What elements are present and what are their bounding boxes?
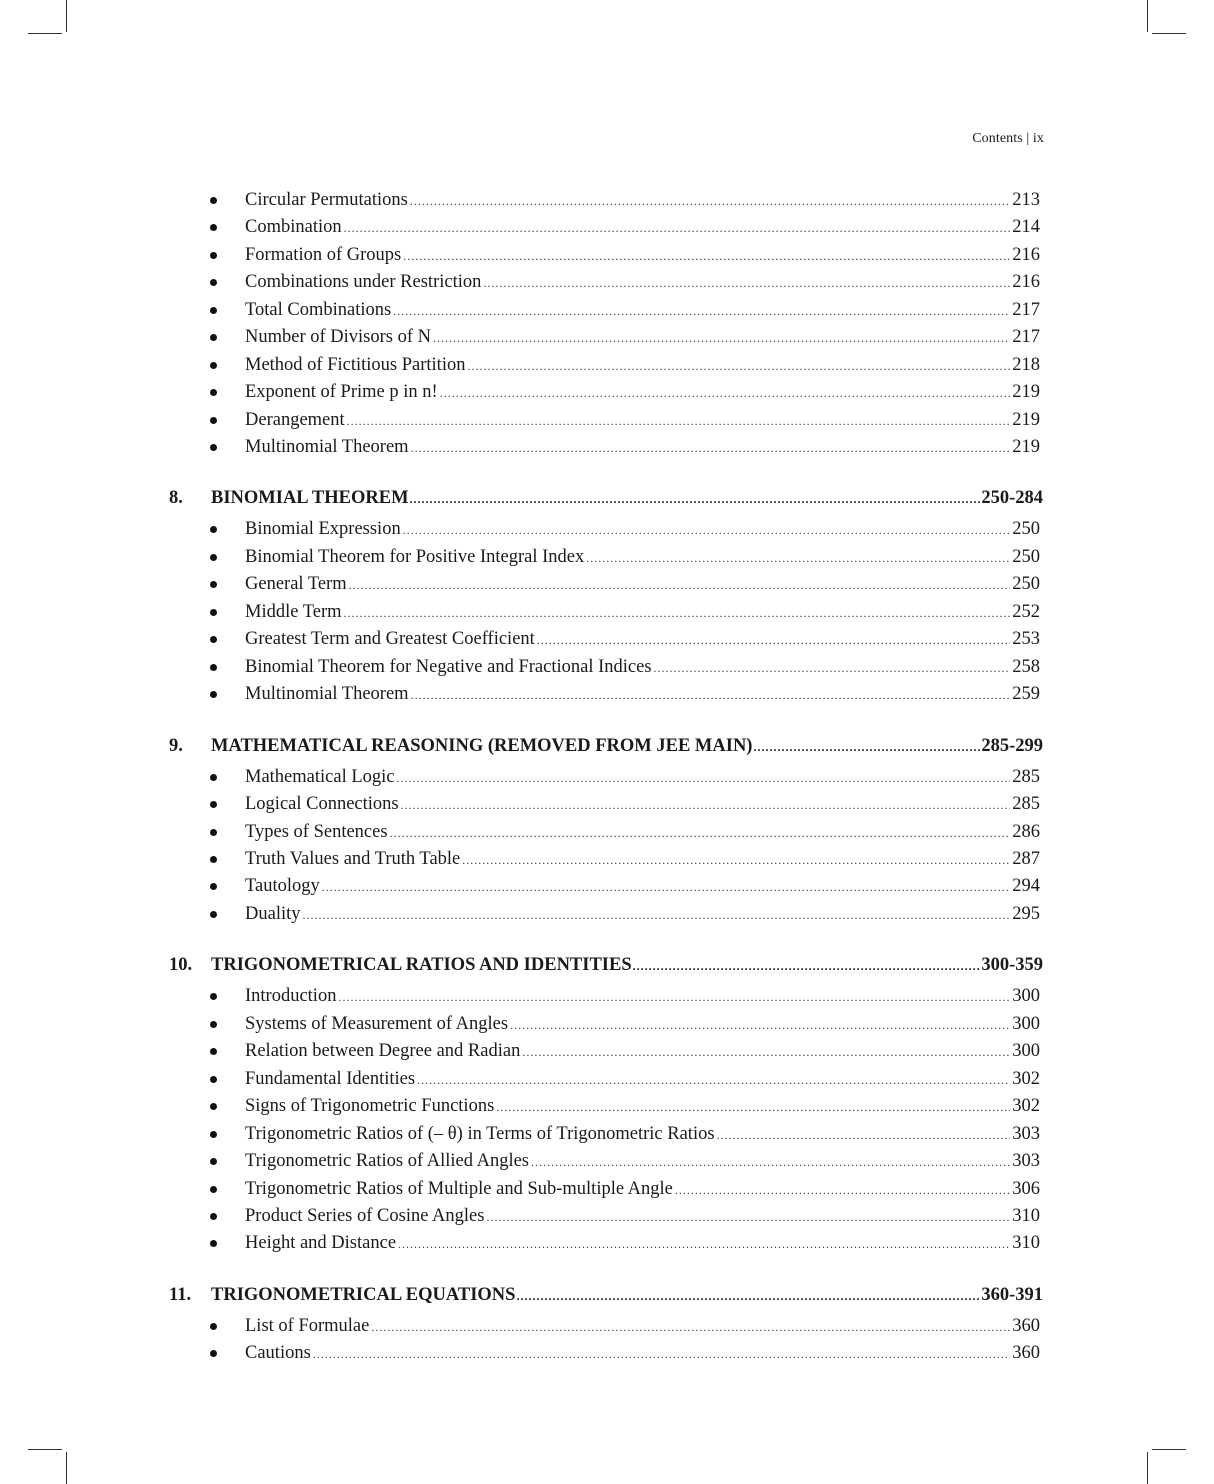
toc-item-title: List of Formulae [245,1316,370,1336]
dot-leader [586,545,1010,571]
dot-leader [510,1012,1010,1038]
toc-item[interactable] [210,214,1040,240]
dot-leader [403,517,1011,543]
toc-item-page: 259 [1012,684,1040,704]
dot-leader [516,1283,980,1309]
bullet-icon [210,1103,217,1110]
dot-leader [522,1039,1010,1065]
toc-item-title: Formation of Groups [245,245,402,265]
toc-item-title: Types of Sentences [245,822,388,842]
toc-item-title: Method of Fictitious Partition [245,355,466,375]
dot-leader [440,380,1011,406]
dot-leader [322,874,1011,900]
toc-item-page: 219 [1012,410,1040,430]
bullet-icon [210,1240,217,1247]
chapter-page-range: 250-284 [981,488,1043,508]
bullet-icon [210,609,217,616]
bullet-icon [210,1158,217,1165]
toc-item-page: 310 [1012,1233,1040,1253]
toc-item-page: 302 [1012,1096,1040,1116]
dot-leader [393,298,1010,324]
bullet-icon [210,389,217,396]
toc-item[interactable] [210,819,1040,845]
bullet-icon [210,526,217,533]
toc-item[interactable] [210,1148,1040,1174]
dot-leader [462,847,1010,873]
toc-item[interactable] [210,873,1040,899]
toc-item-title: Middle Term [245,602,342,622]
toc-item-title: Binomial Expression [245,519,401,539]
toc-item-page: 216 [1012,272,1040,292]
dot-leader [496,1094,1010,1120]
chapter-number: 10. [169,955,193,975]
toc-item[interactable] [210,242,1040,268]
bullet-icon [210,691,217,698]
bullet-icon [210,1076,217,1083]
toc-item[interactable] [210,983,1040,1009]
toc-item-title: Trigonometric Ratios of (– θ) in Terms of Trigonometric Ratios [245,1124,715,1144]
dot-leader [401,792,1011,818]
toc-item[interactable] [210,599,1040,625]
toc-item[interactable] [210,297,1040,323]
running-header: Contents | ix [972,131,1044,146]
toc-item[interactable] [210,571,1040,597]
chapter-number: 11. [169,1285,192,1305]
chapter-title: TRIGONOMETRICAL RATIOS AND IDENTITIES [211,955,632,975]
dot-leader [349,572,1011,598]
chapter-number: 9. [169,736,183,756]
toc-item-title: Tautology [245,876,320,896]
bullet-icon [210,883,217,890]
bullet-icon [210,307,217,314]
dot-leader [417,1067,1010,1093]
bullet-icon [210,1213,217,1220]
toc-item-title: Trigonometric Ratios of Multiple and Sub-multiple Angle [245,1179,673,1199]
toc-item-title: Mathematical Logic [245,767,395,787]
bullet-icon [210,801,217,808]
dot-leader [537,627,1010,653]
toc-item[interactable] [210,1038,1040,1064]
toc-item-page: 300 [1012,1014,1040,1034]
toc-item-page: 258 [1012,657,1040,677]
toc-item[interactable] [210,1121,1040,1147]
toc-item-title: Number of Divisors of N [245,327,432,347]
toc-item-page: 302 [1012,1069,1040,1089]
toc-item-page: 310 [1012,1206,1040,1226]
toc-item-page: 217 [1012,327,1040,347]
toc-item[interactable] [210,654,1040,680]
toc-item-page: 306 [1012,1179,1040,1199]
dot-leader [411,435,1011,461]
toc-item-title: Exponent of Prime p in n! [245,382,438,402]
toc-item[interactable] [210,187,1040,213]
bullet-icon [210,1021,217,1028]
bullet-icon [210,856,217,863]
bullet-icon [210,664,217,671]
dot-leader [303,902,1011,928]
toc-item-page: 218 [1012,355,1040,375]
chapter-entry[interactable] [169,485,1043,511]
dot-leader [411,682,1011,708]
chapter-number: 8. [169,488,183,508]
chapter-page-range: 360-391 [981,1285,1043,1305]
toc-item-page: 250 [1012,574,1040,594]
dot-leader [347,408,1011,434]
chapter-title: TRIGONOMETRICAL EQUATIONS [211,1285,516,1305]
toc-item-title: Introduction [245,986,337,1006]
toc-item-page: 252 [1012,602,1040,622]
bullet-icon [210,224,217,231]
toc-item-page: 285 [1012,767,1040,787]
toc-item-title: Total Combinations [245,300,392,320]
toc-item-title: Relation between Degree and Radian [245,1041,521,1061]
dot-leader [486,1204,1010,1230]
dot-leader [753,734,980,760]
toc-item-title: Signs of Trigonometric Functions [245,1096,495,1116]
toc-item-page: 214 [1012,217,1040,237]
toc-item-page: 219 [1012,382,1040,402]
toc-item-title: Multinomial Theorem [245,684,409,704]
bullet-icon [210,362,217,369]
toc-item-page: 300 [1012,1041,1040,1061]
toc-item-page: 360 [1012,1316,1040,1336]
chapter-page-range: 300-359 [981,955,1043,975]
toc-item-page: 253 [1012,629,1040,649]
bullet-icon [210,554,217,561]
toc-item[interactable] [210,434,1040,460]
toc-item-page: 216 [1012,245,1040,265]
toc-item-title: Truth Values and Truth Table [245,849,461,869]
toc-item[interactable] [210,626,1040,652]
bullet-icon [210,252,217,259]
toc-item[interactable] [210,407,1040,433]
dot-leader [654,655,1011,681]
bullet-icon [210,911,217,918]
bullet-icon [210,1131,217,1138]
toc-item[interactable] [210,1230,1040,1256]
toc-item-title: Circular Permutations [245,190,408,210]
toc-item-title: Multinomial Theorem [245,437,409,457]
dot-leader [313,1341,1010,1367]
toc-item[interactable] [210,1176,1040,1202]
bullet-icon [210,334,217,341]
toc-item[interactable] [210,764,1040,790]
toc-item-page: 285 [1012,794,1040,814]
chapter-page-range: 285-299 [981,736,1043,756]
dot-leader [390,820,1011,846]
toc-item-page: 303 [1012,1124,1040,1144]
toc-item-title: Derangement [245,410,345,430]
dot-leader [371,1314,1010,1340]
bullet-icon [210,1048,217,1055]
toc-item-title: Trigonometric Ratios of Allied Angles [245,1151,530,1171]
bullet-icon [210,774,217,781]
bullet-icon [210,581,217,588]
toc-item-page: 217 [1012,300,1040,320]
toc-item-title: Duality [245,904,301,924]
dot-leader [410,188,1010,214]
toc-item-title: Logical Connections [245,794,399,814]
toc-item[interactable] [210,1093,1040,1119]
dot-leader [717,1122,1011,1148]
bullet-icon [210,279,217,286]
toc-item[interactable] [210,324,1040,350]
toc-item[interactable] [210,791,1040,817]
toc-item-page: 286 [1012,822,1040,842]
chapter-title: MATHEMATICAL REASONING (REMOVED FROM JEE MAIN) [211,736,753,756]
bullet-icon [210,444,217,451]
toc-item-title: Combinations under Restriction [245,272,482,292]
bullet-icon [210,1186,217,1193]
toc-item-page: 213 [1012,190,1040,210]
dot-leader [675,1177,1010,1203]
toc-item[interactable] [210,379,1040,405]
dot-leader [410,486,981,512]
toc-item-page: 295 [1012,904,1040,924]
dot-leader [344,600,1011,626]
chapter-title: BINOMIAL THEOREM [211,488,409,508]
toc-item-page: 250 [1012,519,1040,539]
dot-leader [398,1231,1010,1257]
toc-item-title: Cautions [245,1343,311,1363]
dot-leader [531,1149,1010,1175]
dot-leader [344,215,1011,241]
toc-item[interactable] [210,846,1040,872]
bullet-icon [210,1323,217,1330]
dot-leader [396,765,1010,791]
toc-item[interactable] [210,516,1040,542]
toc-item-page: 294 [1012,876,1040,896]
dot-leader [467,353,1010,379]
toc-item[interactable] [210,269,1040,295]
toc-item-page: 360 [1012,1343,1040,1363]
toc-item-page: 287 [1012,849,1040,869]
toc-item[interactable] [210,352,1040,378]
toc-item-page: 303 [1012,1151,1040,1171]
toc-item-title: Binomial Theorem for Negative and Fractional Indices [245,657,652,677]
toc-item-title: Combination [245,217,342,237]
toc-item-page: 219 [1012,437,1040,457]
toc-item[interactable] [210,1066,1040,1092]
bullet-icon [210,417,217,424]
toc-item[interactable] [210,544,1040,570]
bullet-icon [210,1350,217,1357]
toc-item[interactable] [210,1203,1040,1229]
dot-leader [483,270,1010,296]
toc-item[interactable] [210,1011,1040,1037]
toc-item[interactable] [210,681,1040,707]
toc-item[interactable] [210,1313,1040,1339]
dot-leader [633,953,981,979]
bullet-icon [210,993,217,1000]
toc-item-title: Systems of Measurement of Angles [245,1014,509,1034]
toc-item-page: 250 [1012,547,1040,567]
bullet-icon [210,636,217,643]
toc-item-title: Greatest Term and Greatest Coefficient [245,629,535,649]
dot-leader [433,325,1010,351]
chapter-entry[interactable] [169,952,1043,978]
toc-item-title: General Term [245,574,347,594]
toc-item-title: Height and Distance [245,1233,397,1253]
dot-leader [403,243,1010,269]
toc-item-title: Fundamental Identities [245,1069,416,1089]
toc-item[interactable] [210,1340,1040,1366]
toc-item-page: 300 [1012,986,1040,1006]
bullet-icon [210,197,217,204]
toc-item-title: Product Series of Cosine Angles [245,1206,485,1226]
toc-item[interactable] [210,901,1040,927]
chapter-entry[interactable] [169,1282,1043,1308]
chapter-entry[interactable] [169,733,1043,759]
toc-item-title: Binomial Theorem for Positive Integral Index [245,547,585,567]
dot-leader [338,984,1010,1010]
bullet-icon [210,829,217,836]
